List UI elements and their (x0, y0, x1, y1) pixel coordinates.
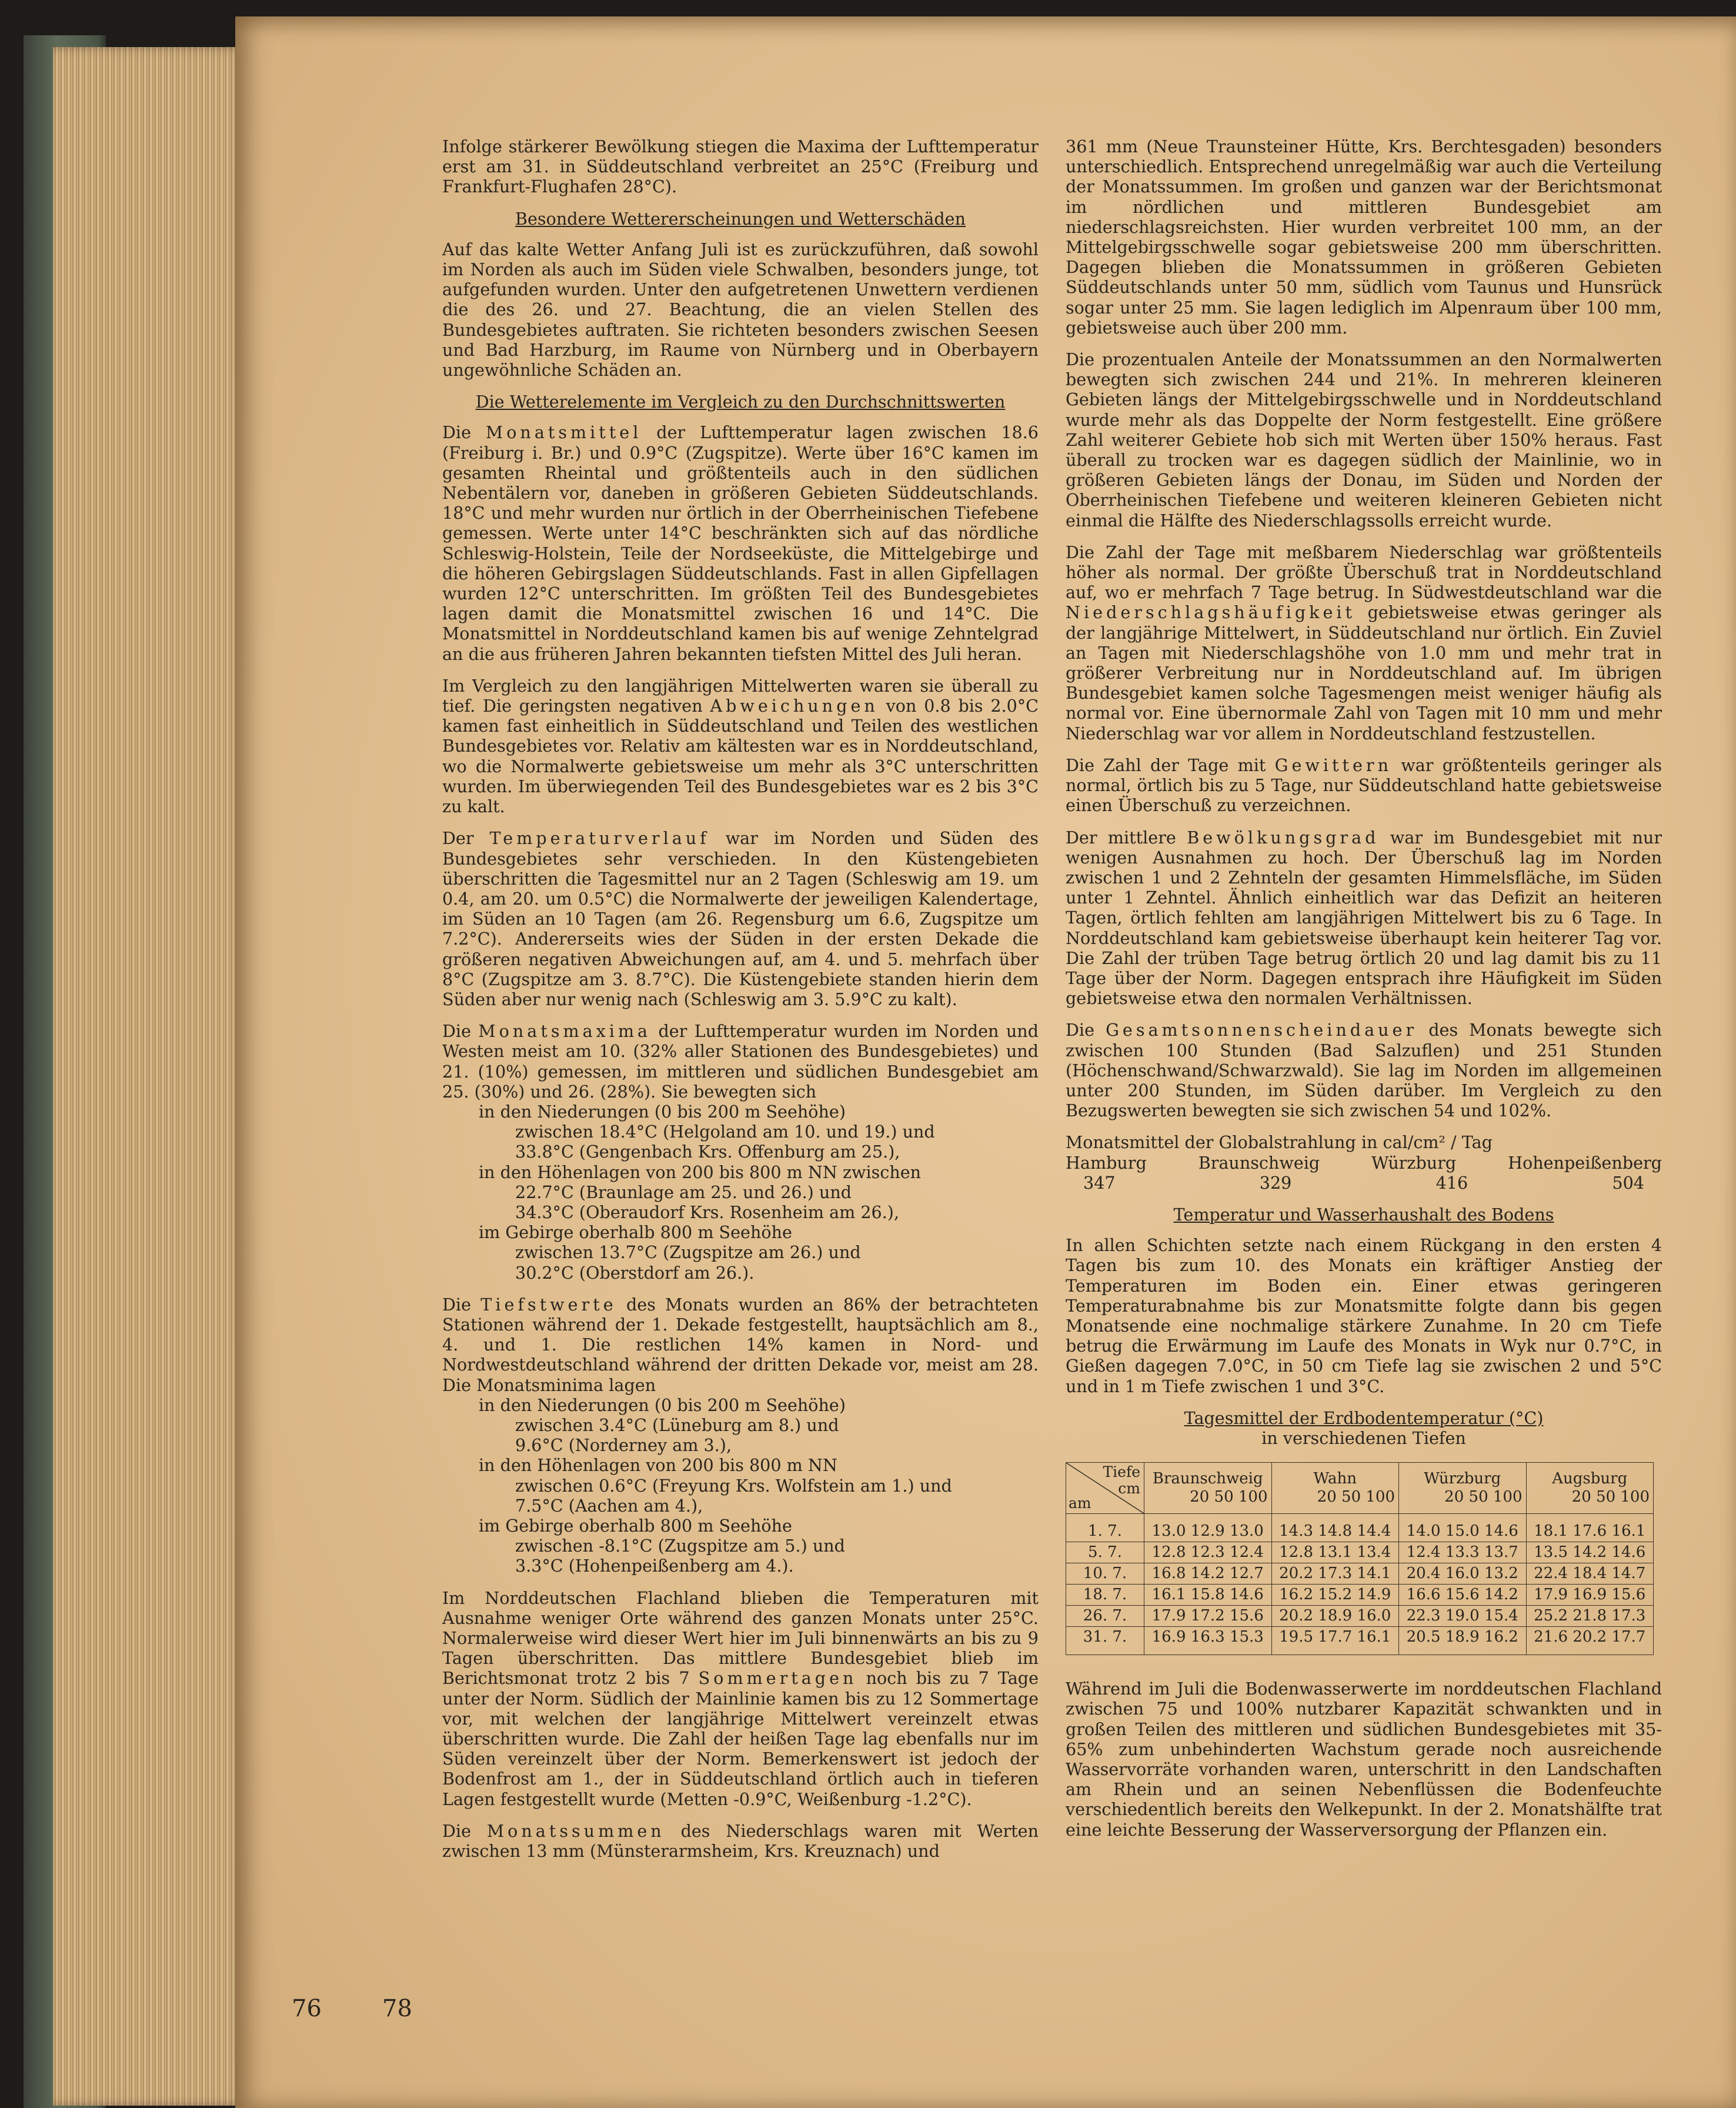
list-item: in den Niederungen (0 bis 200 m Seehöhe) (479, 1101, 846, 1122)
date-cell: 1. 7. (1066, 1514, 1144, 1542)
global-radiation-block (1066, 1132, 1662, 1193)
station-label: Braunschweig (1198, 1152, 1320, 1173)
spaced-keyword: Gewittern (1274, 755, 1392, 775)
paragraph: Während im Juli die Bodenwasserwerte im norddeutschen Flachland zwischen 75 und 100% nutzbarer Kapazität schwankten und in großen Teilen des mittleren und südlichen Bundesgebietes mit 35-65% zum unbehinderten Wachstum gerade noch ausreichende Wasservorräte vorhanden waren, unterschritt in den Landschaften am Rhein und an seinen Nebenflüssen die Bodenfeuchte verschiedentlich bereits den Welkepunkt. In der 2. Monatshälfte trat eine leichte Besserung der Wasserversorgung der Pflanzen ein. (1066, 1679, 1662, 1840)
spaced-keyword: Sommertagen (698, 1668, 857, 1689)
table-corner-cell (1066, 1463, 1144, 1514)
paragraph: Die Zahl der Tage mit meßbarem Niederschlag war größtenteils höher als normal. Der größte Überschuß trat in Norddeutschland auf, wo er mehrfach 7 Tage betrug. In Südwestdeutschland war die Niederschlagshäufigkeit gebietsweise etwas geringer als der langjährige Mittelwert, in Süddeutschland nur örtlich. Ein Zuviel an Tagen mit Niederschlagshöhe von 1.0 mm und mehr trat in größerer Verbreitung nur in Norddeutschland auf. Im übrigen Bundesgebiet kamen solche Tagesmengen meist weniger häufig als normal vor. Eine übernormale Zahl von Tagen mit 10 mm und mehr Niederschlag war vor allem in Norddeutschland festzustellen. (1066, 542, 1662, 743)
section-heading: Besondere Wettererscheinungen und Wetterschäden (515, 208, 966, 229)
spaced-keyword: Tiefstwerte (480, 1294, 617, 1315)
paragraph: Die prozentualen Anteile der Monatssummen an den Normalwerten bewegten sich zwischen 244 und 21%. In mehreren kleineren Gebieten längs der Mittelgebirgsschwelle und in Norddeutschland wurde mehr als das Doppelte der Norm festgestellt. Eine größere Zahl weiterer Gebiete hob sich mit Werten über 150% heraus. Fast überall zu trocken war es dagegen südlich der Mainlinie, wo in größeren Gebieten längs der Donau, im Süden und Norden der Oberrheinischen Tiefebene und weiteren kleineren Gebieten nicht einmal die Hälfte des Niederschlagssolls erreicht wurde. (1066, 349, 1662, 531)
value-cell: 20.2 18.9 16.0 (1271, 1606, 1399, 1627)
corner-date-label: am (1069, 1495, 1091, 1512)
value-cell: 14.0 15.0 14.6 (1399, 1514, 1527, 1542)
left-column (442, 136, 1039, 1873)
value-cell: 16.1 15.8 14.6 (1144, 1585, 1272, 1606)
value-cell: 12.4 13.3 13.7 (1399, 1542, 1527, 1563)
paragraph: Der Temperaturverlauf war im Norden und Süden des Bundesgebietes sehr verschieden. In den Küstengebieten überschritten die Tagesmittel nur an 2 Tagen (Schleswig am 19. um 0.4, am 20. um 0.5°C) die Normalwerte der jeweiligen Kalendertage, im Süden an 10 Tagen (am 26. Regensburg um 6.6, Zugspitze um 7.2°C). Andererseits wies der Süden in der ersten Dekade die größeren negativen Abweichungen auf, am 4. und 5. mehrfach über 8°C (Zugspitze am 3. 8.7°C). Die Küstengebiete standen hierin dem Süden aber nur wenig nach (Schleswig am 3. 5.9°C zu kalt). (442, 828, 1039, 1009)
spaced-keyword: Monatssummen (486, 1820, 665, 1841)
table-header-row (1066, 1463, 1654, 1514)
paragraph: 361 mm (Neue Traunsteiner Hütte, Krs. Berchtesgaden) besonders unterschiedlich. Entsprechend unregelmäßig war auch die Verteilung der Monatssummen. Im großen und ganzen war der Berichtsmonat im nördlichen und mittleren Bundesgebiet am niederschlagsreichsten. Hier wurden verbreitet 100 mm, an der Mittelgebirgsschwelle sogar gebietsweise 200 mm überschritten. Dagegen blieben die Monatssummen in größeren Gebieten Süddeutschlands unter 50 mm, südlich vom Taunus und Hunsrück sogar unter 25 mm. Sie lagen lediglich im Alpenraum über 100 mm, gebietsweise auch über 200 mm. (1066, 136, 1662, 338)
list-item: im Gebirge oberhalb 800 m Seehöhe (479, 1222, 792, 1243)
spaced-keyword: Bewölkungsgrad (1187, 827, 1380, 848)
value-cell: 16.2 15.2 14.9 (1271, 1585, 1399, 1606)
paragraph: Die Monatsmaxima der Lufttemperatur wurden im Norden und Westen meist am 10. (32% aller Stationen des Bundesgebietes) und 21. (10%) gemessen, im mittleren und südlichen Bundesgebiet am 25. (30%) und 26. (28%). Sie bewegten sich (442, 1021, 1039, 1102)
page-number-edge: 76 (292, 1995, 322, 2022)
table-row (1066, 1514, 1654, 1542)
table-row (1066, 1542, 1654, 1563)
table-row (1066, 1606, 1654, 1627)
paragraph: Der mittlere Bewölkungsgrad war im Bundesgebiet mit nur wenigen Ausnahmen zu hoch. Der Überschuß lag im Norden zwischen 1 und 2 Zehnteln der gesamten Himmelsfläche, im Süden unter 1 Zehntel. Ähnlich einheitlich war das Defizit an heiteren Tagen, örtlich fehlten am langjährigen Mittelwert bis zu 6 Tage. In Norddeutschland kam gebietsweise überhaupt kein heiterer Tag vor. Die Zahl der trüben Tage betrug örtlich 20 und lag damit bis zu 11 Tage über der Norm. Dagegen entsprach ihre Häufigkeit im Süden gebietsweise etwa den normalen Verhältnissen. (1066, 827, 1662, 1009)
global-radiation-title: Monatsmittel der Globalstrahlung in cal/cm² / Tag (1066, 1132, 1493, 1153)
value-cell: 20.4 16.0 13.2 (1399, 1563, 1527, 1585)
station-value: 347 (1083, 1172, 1116, 1193)
spaced-keyword: Monatsmittel (485, 422, 642, 443)
value-cell: 25.2 21.8 17.3 (1526, 1606, 1654, 1627)
list-item: 33.8°C (Gengenbach Krs. Offenburg am 25.), (515, 1142, 900, 1162)
value-cell: 13.5 14.2 14.6 (1526, 1542, 1654, 1563)
spaced-keyword: Gesamtsonnenscheindauer (1106, 1020, 1418, 1040)
value-cell: 17.9 17.2 15.6 (1144, 1606, 1272, 1627)
value-cell: 19.5 17.7 16.1 (1271, 1627, 1399, 1655)
paragraph: Die Monatssummen des Niederschlags waren mit Werten zwischen 13 mm (Münsterarmsheim, Krs. Kreuznach) und (442, 1820, 1039, 1862)
value-cell: 21.6 20.2 17.7 (1526, 1627, 1654, 1655)
list-item: 22.7°C (Braunlage am 25. und 26.) und (515, 1182, 852, 1202)
table-subtitle: in verschiedenen Tiefen (1261, 1427, 1466, 1448)
spaced-keyword: Monatsmaxima (478, 1021, 652, 1042)
spaced-keyword: Niederschlagshäufigkeit (1066, 602, 1356, 623)
page-edges (53, 47, 247, 2106)
value-cell: 13.0 12.9 13.0 (1144, 1514, 1272, 1542)
soil-temperature-table (1066, 1462, 1654, 1655)
list-item: im Gebirge oberhalb 800 m Seehöhe (479, 1516, 792, 1536)
value-cell: 12.8 13.1 13.4 (1271, 1542, 1399, 1563)
list-item: 9.6°C (Norderney am 3.), (515, 1435, 732, 1456)
value-cell: 20.5 18.9 16.2 (1399, 1627, 1527, 1655)
corner-depth-label: Tiefe (1103, 1463, 1140, 1481)
value-cell: 16.9 16.3 15.3 (1144, 1627, 1272, 1655)
list-item: zwischen 3.4°C (Lüneburg am 8.) und (515, 1415, 839, 1435)
paragraph: Die Zahl der Tage mit Gewittern war größtenteils geringer als normal, örtlich bis zu 5 Tage, nur Süddeutschland hatte gebietsweise einen Überschuß zu verzeichnen. (1066, 755, 1662, 816)
value-cell: 20.2 17.3 14.1 (1271, 1563, 1399, 1585)
station-header: Wahn 20 50 100 (1271, 1463, 1399, 1514)
page-number: 78 (382, 1995, 412, 2022)
list-item: in den Niederungen (0 bis 200 m Seehöhe) (479, 1395, 846, 1415)
minima-list (442, 1395, 1039, 1576)
right-column (1066, 136, 1662, 1852)
date-cell: 5. 7. (1066, 1542, 1144, 1563)
list-item: 3.3°C (Hohenpeißenberg am 4.). (515, 1556, 794, 1576)
paragraph: Die Gesamtsonnenscheindauer des Monats bewegte sich zwischen 100 Stunden (Bad Salzuflen) und 251 Stunden (Höchenschwand/Schwarzwald). Sie lag im Norden im allgemeinen unter 200 Stunden, im Süden darüber. Im Vergleich zu den Bezugswerten bewegten sie sich zwischen 54 und 102%. (1066, 1020, 1662, 1121)
station-value: 329 (1259, 1172, 1292, 1193)
spaced-keyword: Temperaturverlauf (489, 828, 710, 849)
list-item: zwischen 18.4°C (Helgoland am 10. und 19.) und (515, 1122, 935, 1142)
list-item: in den Höhenlagen von 200 bis 800 m NN zwischen (479, 1162, 922, 1182)
date-cell: 18. 7. (1066, 1585, 1144, 1606)
paragraph: Im Norddeutschen Flachland blieben die Temperaturen mit Ausnahme weniger Orte während des ganzen Monats unter 25°C. Normalerweise wird dieser Wert hier im Juli binnenwärts an bis zu 9 Tagen überschritten. Das mittlere Bundesgebiet blieb im Berichtsmonat trotz 2 bis 7 Sommertagen noch bis zu 7 Tage unter der Norm. Südlich der Mainlinie kamen bis zu 12 Sommertage vor, mit welchen der langjährige Mittelwert vereinzelt etwas überschritten wurde. Die Zahl der heißen Tage lag ebenfalls nur im Süden vereinzelt über der Norm. Bemerkenswert ist jedoch der Bodenfrost am 1., der in Süddeutschland örtlich auch in tieferen Lagen festgestellt wurde (Metten -0.9°C, Weißenburg -1.2°C). (442, 1587, 1039, 1809)
paragraph: Im Vergleich zu den langjährigen Mittelwerten waren sie überall zu tief. Die geringsten negativen Abweichungen von 0.8 bis 2.0°C kamen fast einheitlich in Süddeutschland und Teilen des westlichen Bundesgebietes vor. Relativ am kältesten war es in Norddeutschland, wo die Normalwerte gebietsweise um mehr als 3°C unterschritten wurden. Im überwiegenden Teil des Bundesgebietes war es 2 bis 3°C zu kalt. (442, 675, 1039, 817)
paragraph: Die Monatsmittel der Lufttemperatur lagen zwischen 18.6 (Freiburg i. Br.) und 0.9°C (Zugspitze). Werte über 16°C kamen im gesamten Rheintal und größtenteils auch in den südlichen Nebentälern vor, daneben in größeren Gebieten Süddeutschlands. 18°C und mehr wurden nur örtlich in der Oberrheinischen Tiefebene gemessen. Werte unter 14°C beschränkten sich auf das nördliche Schleswig-Holstein, Teile der Nordseeküste, die Mittelgebirge und die höheren Gebirgslagen Süddeutschlands. Fast in allen Gipfellagen wurden 12°C unterschritten. Im größten Teil des Bundesgebietes lagen damit die Monatsmittel zwischen 16 und 14°C. Die Monatsmittel in Norddeutschland kamen bis auf wenige Zehntelgrad an die aus früheren Jahren bekannten tiefsten Mittel des Juli heran. (442, 422, 1039, 664)
paragraph: Auf das kalte Wetter Anfang Juli ist es zurückzuführen, daß sowohl im Norden als auch im Süden viele Schwalben, besonders junge, tot aufgefunden wurden. Unter den aufgetretenen Unwettern verdienen die des 26. und 27. Beachtung, die an vielen Stellen des Bundesgebietes auftraten. Sie richteten besonders zwischen Seesen und Bad Harzburg, im Raume von Nürnberg und in Oberbayern ungewöhnliche Schäden an. (442, 239, 1039, 381)
table-title: Tagesmittel der Erdbodentemperatur (°C) (1184, 1407, 1544, 1428)
table-row (1066, 1585, 1654, 1606)
station-header: Würzburg 20 50 100 (1399, 1463, 1527, 1514)
station-label: Hohenpeißenberg (1508, 1152, 1662, 1173)
list-item: zwischen 0.6°C (Freyung Krs. Wolfstein am 1.) und (515, 1475, 952, 1496)
maxima-list (442, 1102, 1039, 1283)
global-radiation-stations (1066, 1153, 1662, 1173)
paragraph: Die Tiefstwerte des Monats wurden an 86% der betrachteten Stationen während der 1. Dekade festgestellt, hauptsächlich am 8., 4. und 1. Die restlichen 14% kamen in Nord- und Nordwestdeutschland während der dritten Dekade vor, meist am 28. Die Monatsminima lagen (442, 1294, 1039, 1395)
value-cell: 22.3 19.0 15.4 (1399, 1606, 1527, 1627)
station-value: 504 (1612, 1172, 1644, 1193)
station-header: Braunschweig 20 50 100 (1144, 1463, 1272, 1514)
global-radiation-values (1066, 1173, 1662, 1193)
list-item: 34.3°C (Oberaudorf Krs. Rosenheim am 26.), (515, 1202, 900, 1222)
table-row (1066, 1627, 1654, 1655)
value-cell: 16.8 14.2 12.7 (1144, 1563, 1272, 1585)
spaced-keyword: Abweichungen (710, 696, 879, 716)
list-item: 7.5°C (Aachen am 4.), (515, 1495, 703, 1516)
paragraph: Infolge stärkerer Bewölkung stiegen die Maxima der Lufttemperatur erst am 31. in Süddeutschland verbreitet an 25°C (Freiburg und Frankfurt-Flughafen 28°C). (442, 136, 1039, 197)
list-item: 30.2°C (Oberstdorf am 26.). (515, 1262, 755, 1283)
station-label: Hamburg (1066, 1152, 1147, 1173)
date-cell: 31. 7. (1066, 1627, 1144, 1655)
station-label: Würzburg (1371, 1152, 1457, 1173)
station-value: 416 (1435, 1172, 1468, 1193)
station-header: Augsburg 20 50 100 (1526, 1463, 1654, 1514)
table-row (1066, 1563, 1654, 1585)
date-cell: 26. 7. (1066, 1606, 1144, 1627)
value-cell: 18.1 17.6 16.1 (1526, 1514, 1654, 1542)
list-item: zwischen 13.7°C (Zugspitze am 26.) und (515, 1242, 861, 1263)
value-cell: 17.9 16.9 15.6 (1526, 1585, 1654, 1606)
value-cell: 16.6 15.6 14.2 (1399, 1585, 1527, 1606)
paragraph: In allen Schichten setzte nach einem Rückgang in den ersten 4 Tagen bis zum 10. des Monats ein kräftiger Anstieg der Temperaturen im Boden ein. Einer etwas geringeren Temperaturabnahme bis zur Monatsmitte folgte dann bis gegen Monatsende eine nochmalige stärkere Zunahme. In 20 cm Tiefe betrug die Erwärmung im Laufe des Monats in Wyk nur 0.7°C, in Gießen dagegen 7.0°C, in 50 cm Tiefe lag sie zwischen 2 und 5°C und in 1 m Tiefe zwischen 1 und 3°C. (1066, 1235, 1662, 1396)
section-heading: Die Wetterelemente im Vergleich zu den Durchschnittswerten (475, 392, 1006, 412)
table-caption (1066, 1408, 1662, 1448)
list-item: zwischen -8.1°C (Zugspitze am 5.) und (515, 1536, 845, 1556)
date-cell: 10. 7. (1066, 1563, 1144, 1585)
value-cell: 14.3 14.8 14.4 (1271, 1514, 1399, 1542)
value-cell: 22.4 18.4 14.7 (1526, 1563, 1654, 1585)
value-cell: 12.8 12.3 12.4 (1144, 1542, 1272, 1563)
corner-unit-label: cm (1118, 1480, 1140, 1497)
section-heading: Temperatur und Wasserhaushalt des Bodens (1173, 1204, 1554, 1225)
list-item: in den Höhenlagen von 200 bis 800 m NN (479, 1455, 837, 1476)
